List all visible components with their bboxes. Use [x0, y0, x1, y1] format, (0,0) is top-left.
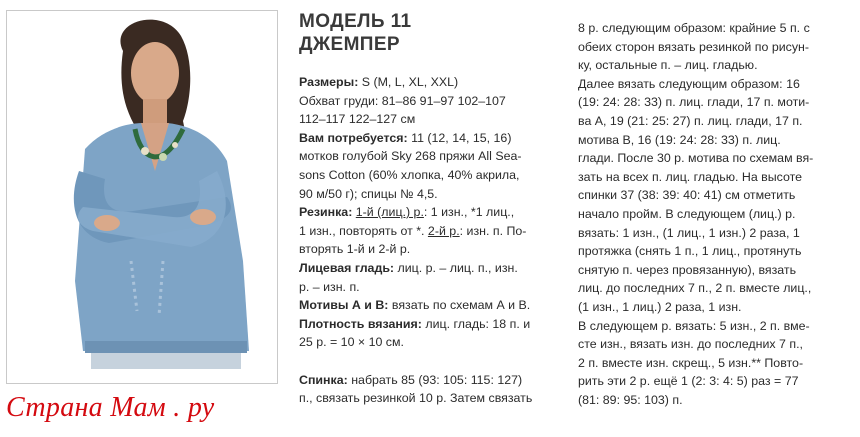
text-line: (19: 24: 28: 33) п. лиц. глади, 17 п. моти- [578, 95, 810, 110]
motif-value: вязать по схемам А и В. [388, 298, 531, 313]
text-line: обеих сторон вязать резинкой по рисун- [578, 39, 809, 54]
density-label: Плотность вязания: [299, 316, 422, 331]
rib-line-2-text: 1 изн., повторять от *. [299, 223, 428, 238]
rib-row-2-label: 2-й р. [427, 223, 460, 238]
rib-line-1 [299, 203, 561, 222]
text-line: зать на всех п. лиц. гладью. На высоте [578, 169, 803, 184]
text-line: (81: 89: 95: 103) п. [578, 392, 683, 407]
model-subtitle: ДЖЕМПЕР [299, 34, 401, 55]
stockinette-value: лиц. р. – лиц. п., изн. [394, 260, 518, 275]
back-label: Спинка: [299, 372, 348, 387]
instructions-column-2 [578, 19, 840, 409]
materials-line-4: 90 м/50 г); спицы № 4,5. [299, 186, 438, 201]
motif-label: Мотивы А и В: [299, 298, 389, 313]
back-value: набрать 85 (93: 105: 115: 127) [347, 372, 523, 387]
rib-row-1-label: 1-й (лиц.) р. [355, 205, 424, 220]
motif-line [299, 296, 561, 315]
rib-line-3: вторять 1-й и 2-й р. [299, 242, 411, 257]
sizes-value: S (M, L, XL, XXL) [358, 75, 459, 89]
rib-line-2 [299, 222, 561, 241]
density-line-1 [299, 315, 561, 334]
text-line: снятую п. через провязанную), вязать [578, 262, 797, 277]
instructions-column-1 [299, 73, 561, 408]
back-line-1 [299, 371, 561, 390]
chest-line-2: 112–117 122–127 см [299, 112, 416, 127]
text-line: ку, остальные п. – лиц. гладью. [578, 58, 758, 73]
text-line: глади. После 30 р. мотива по схемам вя- [578, 151, 814, 166]
photo-frame [6, 10, 278, 384]
text-line: В следующем р. вязать: 5 изн., 2 п. вме- [578, 318, 810, 333]
text-line: спинки 37 (38: 39: 40: 41) см отметить [578, 188, 796, 203]
chest-line-1: Обхват груди: 81–86 91–97 102–107 [299, 93, 506, 108]
rib-row-1-text: : 1 изн., *1 лиц., [423, 205, 515, 220]
density-value: лиц. гладь: 18 п. и [421, 316, 531, 331]
text-line: рить эти 2 р. ещё 1 (2: 3: 4: 5) раз = 77 [578, 374, 799, 389]
text-line: 8 р. следующим образом: крайние 5 п. с [578, 21, 810, 35]
site-logo[interactable]: Страна Мам . ру [6, 392, 215, 423]
density-line-2: 25 р. = 10 × 10 см. [299, 335, 404, 350]
model-title: МОДЕЛЬ 11 [299, 11, 412, 32]
text-line: вязать: 1 изн., (1 лиц., 1 изн.) 2 раза, 1 [578, 225, 800, 240]
materials-label: Вам потребуется: [299, 130, 408, 145]
stockinette-line-1 [299, 259, 561, 278]
text-line: протяжка (снять 1 п., 1 лиц., протянуть [578, 244, 802, 259]
text-line: 2 п. вместе изн. скрещ., 5 изн.** Повто- [578, 355, 804, 370]
text-line: начало пройм. В следующем (лиц.) р. [578, 206, 796, 221]
back-line-2: п., связать резинкой 10 р. Затем связать [299, 391, 533, 406]
sizes-line [299, 73, 561, 92]
pattern-heading [299, 10, 412, 56]
rib-label: Резинка: [299, 205, 353, 220]
spacer [299, 352, 561, 371]
stockinette-line-2: р. – изн. п. [299, 279, 360, 294]
text-line: сте изн., вязать изн. до последних 7 п., [578, 337, 803, 352]
rib-row-2-text: : изн. п. По- [459, 223, 527, 238]
materials-line-2: мотков голубой Sky 268 пряжи All Sea- [299, 149, 522, 164]
materials-value: 11 (12, 14, 15, 16) [407, 130, 512, 145]
text-line: мотива В, 16 (19: 24: 28: 33) п. лиц. [578, 132, 781, 147]
model-photo [13, 11, 269, 369]
text-line: лиц. до последних 7 п., 2 п. вместе лиц., [578, 281, 812, 296]
materials-line-3: sons Cotton (60% хлопка, 40% акрила, [299, 167, 520, 182]
materials-line-1 [299, 129, 561, 148]
text-line: (1 изн., 1 лиц.) 2 раза, 1 изн. [578, 299, 742, 314]
sizes-label: Размеры: [299, 75, 359, 89]
stockinette-label: Лицевая гладь: [299, 260, 395, 275]
text-line: Далее вязать следующим образом: 16 [578, 76, 800, 91]
text-line: ва А, 19 (21: 25: 27) п. лиц. глади, 17 п. [578, 113, 803, 128]
